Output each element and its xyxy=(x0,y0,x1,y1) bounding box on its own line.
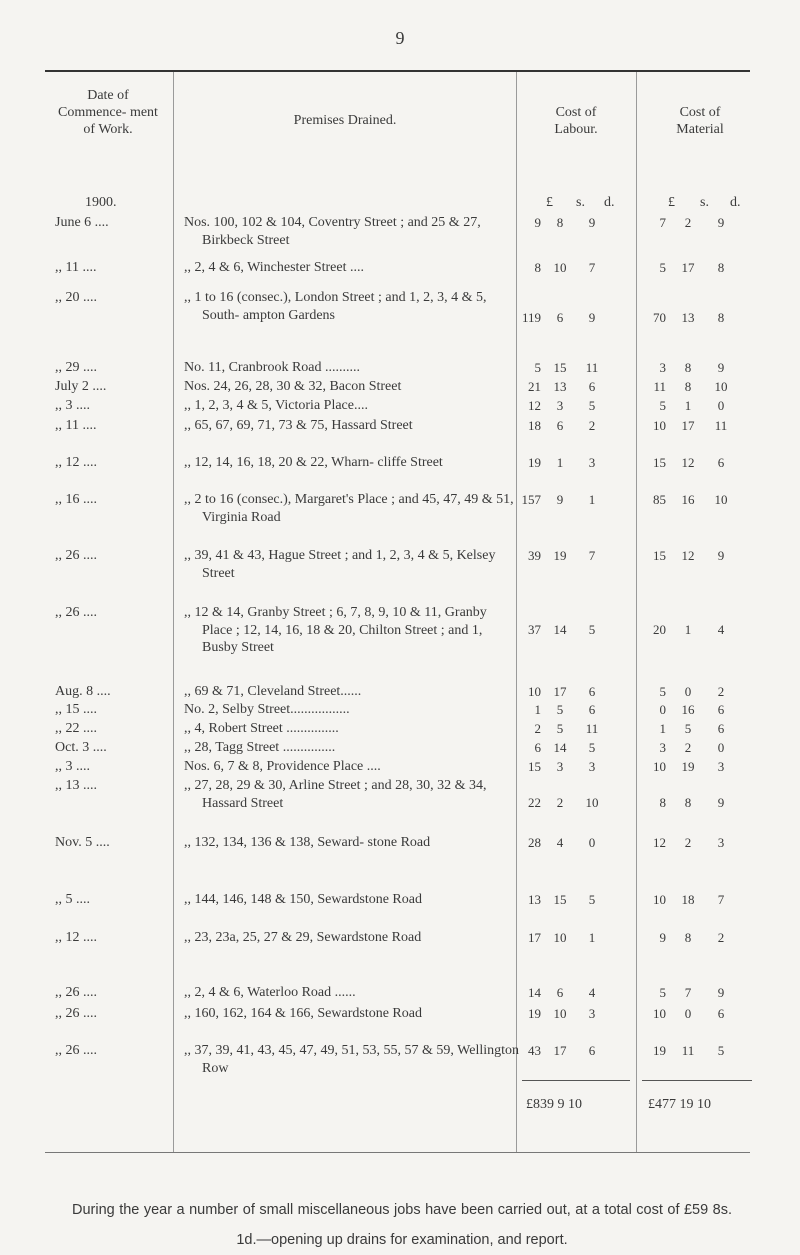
labour-shillings: 8 xyxy=(556,215,564,230)
labour-pounds: 39 xyxy=(528,548,541,563)
labour-pounds: 13 xyxy=(528,892,541,907)
header-material: Cost of Material xyxy=(676,105,724,137)
row-date: Aug. 8 .... xyxy=(55,684,111,699)
labour-pounds: 9 xyxy=(534,215,541,230)
material-pounds: 0 xyxy=(659,702,666,717)
labour-shillings: 10 xyxy=(553,260,567,275)
material-shillings: 0 xyxy=(684,684,692,699)
material-shillings: 0 xyxy=(684,1006,692,1021)
material-pence: 2 xyxy=(717,930,725,945)
row-premises: ,, 144, 146, 148 & 150, Sewardstone Road xyxy=(184,892,422,907)
labour-pence: 7 xyxy=(588,548,596,563)
table-row xyxy=(0,891,800,909)
material-shillings: 2 xyxy=(684,740,692,755)
labour-pounds: 119 xyxy=(521,310,541,325)
labour-shillings: 4 xyxy=(556,835,564,850)
labour-pounds: 1 xyxy=(534,702,541,717)
material-shillings: 16 xyxy=(681,702,695,717)
header-labour: Cost of Labour. xyxy=(554,105,598,137)
table-row xyxy=(0,758,800,776)
labour-shillings: 14 xyxy=(553,740,567,755)
material-pounds: 15 xyxy=(653,455,666,470)
labour-shillings: 14 xyxy=(553,622,567,637)
table-row xyxy=(0,378,800,396)
row-premises: ,, 4, Robert Street ............... xyxy=(184,721,339,736)
labour-total: £839 9 10 xyxy=(526,1097,582,1112)
labour-shillings: 9 xyxy=(556,492,564,507)
row-date: ,, 12 .... xyxy=(55,455,97,470)
material-total-rule xyxy=(642,1080,752,1081)
labour-pence: 3 xyxy=(588,759,596,774)
material-shillings: 8 xyxy=(684,795,692,810)
table-row xyxy=(0,834,800,852)
material-pounds: 8 xyxy=(659,795,666,810)
labour-pounds: 157 xyxy=(521,492,541,507)
labour-shillings: 10 xyxy=(553,930,567,945)
labour-shillings: 10 xyxy=(553,1006,567,1021)
material-pounds: 5 xyxy=(659,985,666,1000)
material-pence: 6 xyxy=(717,455,725,470)
material-pounds: 11 xyxy=(653,379,666,394)
table-row xyxy=(0,701,800,719)
footnote: During the year a number of small miscellaneous jobs have been carried out, at a total cost of £59 8s. 1d.—opening up drains for examination, and report. xyxy=(72,1202,732,1248)
row-date: ,, 26 .... xyxy=(55,1006,97,1021)
labour-pence-symbol: d. xyxy=(604,195,615,210)
material-shillings: 2 xyxy=(684,835,692,850)
labour-pence: 0 xyxy=(588,835,596,850)
row-premises: Nos. 100, 102 & 104, Coventry Street ; and 25 & 27, Birkbeck Street xyxy=(184,215,481,248)
labour-pounds: 43 xyxy=(528,1043,541,1058)
labour-pence: 9 xyxy=(588,215,596,230)
row-date: ,, 11 .... xyxy=(55,260,97,275)
table-row xyxy=(0,1042,800,1077)
material-pence: 9 xyxy=(717,795,725,810)
material-pounds-symbol: £ xyxy=(668,195,675,210)
table-row xyxy=(0,929,800,947)
material-pence: 10 xyxy=(714,379,728,394)
material-pence: 6 xyxy=(717,1006,725,1021)
labour-pounds: 10 xyxy=(528,684,541,699)
row-premises: No. 2, Selby Street................. xyxy=(184,702,350,717)
bottom-rule xyxy=(45,1152,750,1153)
labour-shillings: 13 xyxy=(553,379,567,394)
table-row xyxy=(0,359,800,377)
table-row xyxy=(0,454,800,472)
material-pence: 0 xyxy=(717,740,725,755)
material-shillings: 5 xyxy=(684,721,692,736)
row-date: July 2 .... xyxy=(55,379,107,394)
row-premises: ,, 160, 162, 164 & 166, Sewardstone Road xyxy=(184,1006,422,1021)
material-pence: 3 xyxy=(717,759,725,774)
material-pounds: 70 xyxy=(653,310,666,325)
labour-shillings: 15 xyxy=(553,892,567,907)
labour-pence: 11 xyxy=(585,360,599,375)
row-premises: ,, 28, Tagg Street ............... xyxy=(184,740,336,755)
material-shillings: 8 xyxy=(684,379,692,394)
labour-shillings: 15 xyxy=(553,360,567,375)
table-row xyxy=(0,214,800,249)
material-shillings: 19 xyxy=(681,759,695,774)
labour-pounds: 6 xyxy=(534,740,541,755)
labour-pounds: 37 xyxy=(528,622,541,637)
labour-pounds: 19 xyxy=(528,1006,541,1021)
table-row xyxy=(0,720,800,738)
material-pence: 9 xyxy=(717,985,725,1000)
table-row xyxy=(0,1005,800,1023)
material-pence: 5 xyxy=(717,1043,725,1058)
material-pence: 11 xyxy=(714,418,728,433)
material-pence: 2 xyxy=(717,684,725,699)
labour-pence: 3 xyxy=(588,455,596,470)
labour-shillings: 5 xyxy=(556,721,564,736)
material-shillings: 18 xyxy=(681,892,695,907)
material-shillings: 7 xyxy=(684,985,692,1000)
material-pence-symbol: d. xyxy=(730,195,741,210)
labour-pounds: 22 xyxy=(528,795,541,810)
table-row xyxy=(0,289,800,324)
table-row xyxy=(0,777,800,812)
labour-pence: 5 xyxy=(588,892,596,907)
year-label: 1900. xyxy=(85,195,117,210)
labour-pence: 2 xyxy=(588,418,596,433)
row-premises: ,, 2, 4 & 6, Waterloo Road ...... xyxy=(184,985,356,1000)
row-premises: Nos. 24, 26, 28, 30 & 32, Bacon Street xyxy=(184,379,402,394)
material-pounds: 10 xyxy=(653,759,666,774)
labour-pounds: 2 xyxy=(534,721,541,736)
labour-pence: 5 xyxy=(588,740,596,755)
labour-pounds: 15 xyxy=(528,759,541,774)
material-pence: 8 xyxy=(717,260,725,275)
material-pence: 6 xyxy=(717,721,725,736)
labour-shillings: 6 xyxy=(556,310,564,325)
row-premises: ,, 12, 14, 16, 18, 20 & 22, Wharn- cliffe Street xyxy=(184,455,443,470)
labour-pounds: 18 xyxy=(528,418,541,433)
labour-pence: 1 xyxy=(588,492,596,507)
material-shillings: 11 xyxy=(681,1043,695,1058)
material-shillings: 2 xyxy=(684,215,692,230)
row-date: ,, 26 .... xyxy=(55,1043,97,1058)
material-pounds: 85 xyxy=(653,492,666,507)
row-date: ,, 26 .... xyxy=(55,548,97,563)
row-date: ,, 12 .... xyxy=(55,930,97,945)
labour-pence: 6 xyxy=(588,684,596,699)
row-date: ,, 26 .... xyxy=(55,605,97,620)
table-row xyxy=(0,259,800,277)
row-premises: ,, 39, 41 & 43, Hague Street ; and 1, 2, 3, 4 & 5, Kelsey Street xyxy=(184,548,496,581)
row-date: June 6 .... xyxy=(55,215,109,230)
row-date: ,, 3 .... xyxy=(55,759,90,774)
material-pounds: 10 xyxy=(653,1006,666,1021)
row-date: Nov. 5 .... xyxy=(55,835,110,850)
page-number: 9 xyxy=(395,28,405,48)
table-row xyxy=(0,397,800,415)
material-shillings: 17 xyxy=(681,418,695,433)
material-pence: 8 xyxy=(717,310,725,325)
labour-shillings: 2 xyxy=(556,795,564,810)
labour-pence: 7 xyxy=(588,260,596,275)
material-pounds: 10 xyxy=(653,892,666,907)
labour-pence: 1 xyxy=(588,930,596,945)
row-premises: ,, 69 & 71, Cleveland Street...... xyxy=(184,684,362,699)
table-row xyxy=(0,984,800,1002)
material-pence: 10 xyxy=(714,492,728,507)
labour-shillings: 3 xyxy=(556,759,564,774)
labour-pence: 6 xyxy=(588,1043,596,1058)
material-pence: 6 xyxy=(717,702,725,717)
material-shillings: 16 xyxy=(681,492,695,507)
row-premises: Nos. 6, 7 & 8, Providence Place .... xyxy=(184,759,381,774)
material-pounds: 10 xyxy=(653,418,666,433)
header-date: Date of Commence- ment of Work. xyxy=(58,88,158,137)
material-shillings: 12 xyxy=(681,455,695,470)
material-pounds: 1 xyxy=(659,721,666,736)
row-premises: ,, 1, 2, 3, 4 & 5, Victoria Place.... xyxy=(184,398,368,413)
labour-pounds: 28 xyxy=(528,835,541,850)
row-date: Oct. 3 .... xyxy=(55,740,107,755)
labour-pence: 10 xyxy=(585,795,599,810)
material-shillings: 17 xyxy=(681,260,695,275)
material-pounds: 5 xyxy=(659,260,666,275)
row-date: ,, 3 .... xyxy=(55,398,90,413)
labour-shillings: 17 xyxy=(553,1043,567,1058)
material-pounds: 3 xyxy=(659,360,666,375)
row-premises: ,, 65, 67, 69, 71, 73 & 75, Hassard Street xyxy=(184,418,413,433)
row-date: ,, 29 .... xyxy=(55,360,97,375)
material-pounds: 7 xyxy=(659,215,666,230)
labour-pounds: 12 xyxy=(528,398,541,413)
labour-shillings: 6 xyxy=(556,418,564,433)
labour-pounds-symbol: £ xyxy=(546,195,553,210)
row-premises: ,, 12 & 14, Granby Street ; 6, 7, 8, 9, 10 & 11, Granby Place ; 12, 14, 16, 18 & 20, Chilton Street ; and 1, Busby Street xyxy=(184,605,487,655)
material-pence: 4 xyxy=(717,622,725,637)
labour-pence: 3 xyxy=(588,1006,596,1021)
material-pounds: 3 xyxy=(659,740,666,755)
material-shillings: 8 xyxy=(684,930,692,945)
labour-pence: 4 xyxy=(588,985,596,1000)
row-date: ,, 15 .... xyxy=(55,702,97,717)
table-row xyxy=(0,547,800,582)
header-premises: Premises Drained. xyxy=(293,113,397,128)
labour-total-rule xyxy=(522,1080,630,1081)
material-pence: 9 xyxy=(717,215,725,230)
labour-pence: 5 xyxy=(588,398,596,413)
row-date: ,, 26 .... xyxy=(55,985,97,1000)
labour-shillings: 5 xyxy=(556,702,564,717)
material-pounds: 5 xyxy=(659,398,666,413)
material-pence: 3 xyxy=(717,835,725,850)
labour-shillings: 3 xyxy=(556,398,564,413)
labour-pence: 9 xyxy=(588,310,596,325)
top-rule xyxy=(45,70,750,72)
labour-pounds: 14 xyxy=(528,985,541,1000)
labour-pounds: 21 xyxy=(528,379,541,394)
material-pence: 0 xyxy=(717,398,725,413)
material-pounds: 19 xyxy=(653,1043,666,1058)
row-date: ,, 13 .... xyxy=(55,778,97,793)
labour-pounds: 19 xyxy=(528,455,541,470)
material-pounds: 20 xyxy=(653,622,666,637)
material-total: £477 19 10 xyxy=(648,1097,711,1112)
labour-pence: 11 xyxy=(585,721,599,736)
row-date: ,, 16 .... xyxy=(55,492,97,507)
row-premises: ,, 2, 4 & 6, Winchester Street .... xyxy=(184,260,364,275)
row-date: ,, 20 .... xyxy=(55,290,97,305)
row-date: ,, 11 .... xyxy=(55,418,97,433)
table-row xyxy=(0,604,800,657)
row-premises: ,, 27, 28, 29 & 30, Arline Street ; and 28, 30, 32 & 34, Hassard Street xyxy=(184,778,487,811)
table-row xyxy=(0,739,800,757)
labour-shillings: 19 xyxy=(553,548,567,563)
row-premises: ,, 2 to 16 (consec.), Margaret's Place ; and 45, 47, 49 & 51, Virginia Road xyxy=(184,492,514,525)
labour-shillings-symbol: s. xyxy=(576,195,585,210)
table-row xyxy=(0,417,800,435)
labour-pence: 6 xyxy=(588,702,596,717)
material-pounds: 9 xyxy=(659,930,666,945)
material-pounds: 12 xyxy=(653,835,666,850)
labour-pence: 5 xyxy=(588,622,596,637)
material-pence: 9 xyxy=(717,360,725,375)
material-shillings: 1 xyxy=(684,398,692,413)
labour-shillings: 6 xyxy=(556,985,564,1000)
labour-shillings: 1 xyxy=(556,455,564,470)
table-row xyxy=(0,683,800,701)
material-shillings: 1 xyxy=(684,622,692,637)
labour-pounds: 17 xyxy=(528,930,541,945)
labour-pence: 6 xyxy=(588,379,596,394)
material-shillings-symbol: s. xyxy=(700,195,709,210)
labour-pounds: 8 xyxy=(534,260,541,275)
row-premises: No. 11, Cranbrook Road .......... xyxy=(184,360,361,375)
row-premises: ,, 23, 23a, 25, 27 & 29, Sewardstone Road xyxy=(184,930,422,945)
material-shillings: 13 xyxy=(681,310,695,325)
labour-pounds: 5 xyxy=(534,360,541,375)
row-premises: ,, 1 to 16 (consec.), London Street ; and 1, 2, 3, 4 & 5, South- ampton Gardens xyxy=(184,290,487,323)
labour-shillings: 17 xyxy=(553,684,567,699)
row-premises: ,, 37, 39, 41, 43, 45, 47, 49, 51, 53, 55, 57 & 59, Wellington Row xyxy=(184,1043,520,1076)
material-pounds: 15 xyxy=(653,548,666,563)
table-row xyxy=(0,491,800,526)
material-shillings: 8 xyxy=(684,360,692,375)
row-date: ,, 22 .... xyxy=(55,721,97,736)
material-pence: 9 xyxy=(717,548,725,563)
row-date: ,, 5 .... xyxy=(55,892,90,907)
material-shillings: 12 xyxy=(681,548,695,563)
row-premises: ,, 132, 134, 136 & 138, Seward- stone Road xyxy=(184,835,431,850)
material-pence: 7 xyxy=(717,892,725,907)
material-pounds: 5 xyxy=(659,684,666,699)
